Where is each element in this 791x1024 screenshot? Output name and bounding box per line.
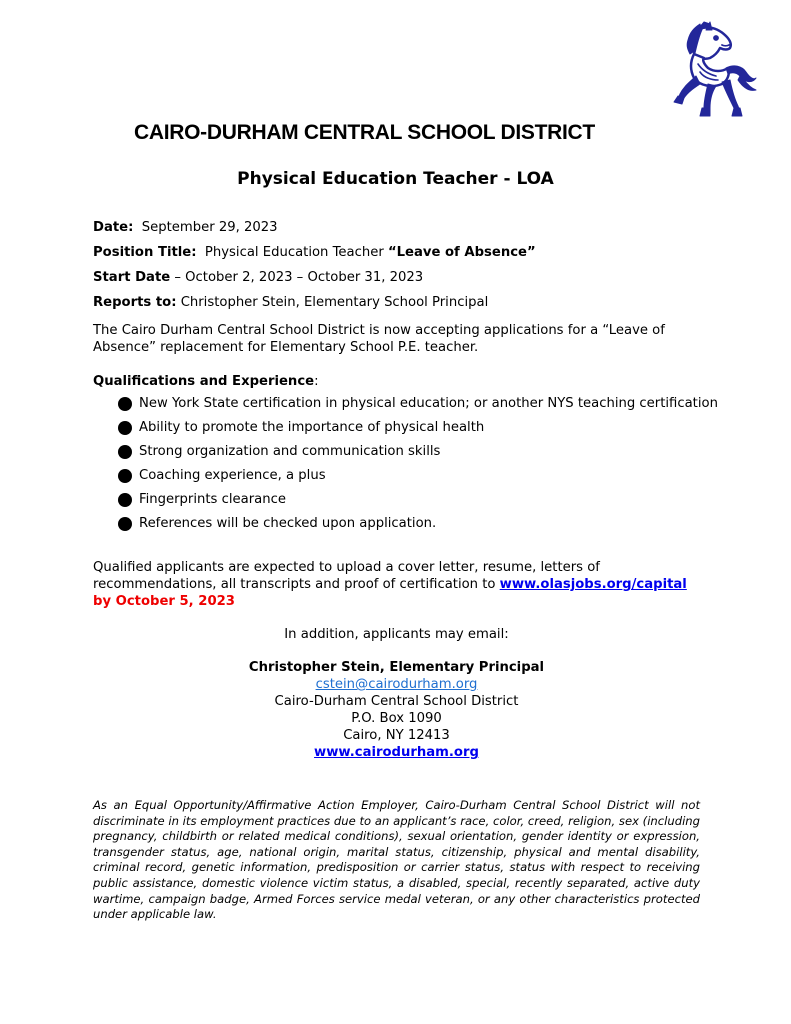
position-label: Position Title: — [93, 245, 197, 260]
list-item-text: Fingerprints clearance — [139, 492, 286, 507]
list-item — [93, 515, 700, 532]
application-text: Qualified applicants are expected to upload a cover letter, resume, letters of recommendations, all transcripts and proof of certification to — [93, 560, 600, 592]
bullet-icon — [118, 517, 132, 531]
position-value: Physical Education Teacher — [204, 245, 388, 260]
position-emphasis: “Leave of Absence” — [387, 245, 536, 260]
eeo-statement: As an Equal Opportunity/Affirmative Action Employer, Cairo-Durham Central School District will not discriminate in its employment practices due to an applicant’s race, color, creed, religion, sex (including pregnancy, childbirth or related medical conditions), sexual orientation, gender identity or expression, transgender status, age, national origin, marital status, citizenship, physical and mental disability, criminal record, genetic information, predisposition or carrier status, status with respect to receiving public assistance, domestic violence victim status, a disabled, special, recently separated, active duty wartime, campaign badge, Armed Forces service medal veteran, or any other characteristics protected under applicable law. — [93, 798, 700, 922]
contact-block — [93, 659, 700, 761]
list-item-text: Strong organization and communication skills — [139, 444, 441, 459]
qualifications-list — [93, 395, 718, 532]
application-instructions — [93, 559, 700, 610]
job-title: Physical Education Teacher - LOA — [237, 169, 554, 189]
list-item-text: References will be checked upon application. — [139, 516, 437, 531]
olasjobs-link[interactable]: www.olasjobs.org/capital — [499, 577, 687, 592]
reports-to-value: Christopher Stein, Elementary School Principal — [180, 295, 489, 310]
list-item — [93, 491, 700, 508]
bullet-icon — [118, 421, 132, 435]
district-website-link[interactable]: www.cairodurham.org — [314, 745, 479, 760]
contact-name: Christopher Stein, Elementary Principal — [248, 660, 545, 675]
date-label: Date: — [93, 220, 134, 235]
date-value: September 29, 2023 — [141, 220, 278, 235]
deadline-text: by October 5, 2023 — [93, 594, 235, 609]
start-date-label: Start Date — [93, 270, 171, 285]
qualifications-heading — [93, 373, 700, 390]
contact-email-link[interactable]: cstein@cairodurham.org — [315, 677, 478, 692]
list-item — [93, 395, 718, 412]
reports-to-label: Reports to: — [93, 295, 177, 310]
bullet-icon — [118, 493, 132, 507]
date-line — [93, 219, 700, 236]
list-item — [93, 419, 700, 436]
start-date-line — [93, 269, 700, 286]
bronco-mascot-icon — [660, 20, 758, 124]
list-item-text: New York State certification in physical education; or another NYS teaching certification — [139, 396, 718, 411]
qualifications-colon: : — [314, 374, 319, 389]
intro-paragraph: The Cairo Durham Central School District is now accepting applications for a “Leave of Absence” replacement for Elementary School P.E. teacher. — [93, 323, 665, 355]
list-item-text: Coaching experience, a plus — [139, 468, 326, 483]
posting-body — [93, 219, 718, 923]
position-line — [93, 244, 700, 261]
contact-organization: Cairo-Durham Central School District — [274, 694, 519, 709]
list-item — [93, 467, 700, 484]
start-date-value: – October 2, 2023 – October 31, 2023 — [170, 270, 424, 285]
bullet-icon — [118, 445, 132, 459]
contact-city: Cairo, NY 12413 — [343, 728, 450, 743]
email-intro: In addition, applicants may email: — [284, 627, 509, 642]
bullet-icon — [118, 397, 132, 411]
list-item — [93, 443, 700, 460]
list-item-text: Ability to promote the importance of physical health — [139, 420, 485, 435]
qualifications-heading-text: Qualifications and Experience — [93, 374, 315, 389]
bullet-icon — [118, 469, 132, 483]
district-name: CAIRO-DURHAM CENTRAL SCHOOL DISTRICT — [134, 121, 595, 144]
reports-to-line — [93, 294, 700, 311]
contact-po-box: P.O. Box 1090 — [351, 711, 442, 726]
